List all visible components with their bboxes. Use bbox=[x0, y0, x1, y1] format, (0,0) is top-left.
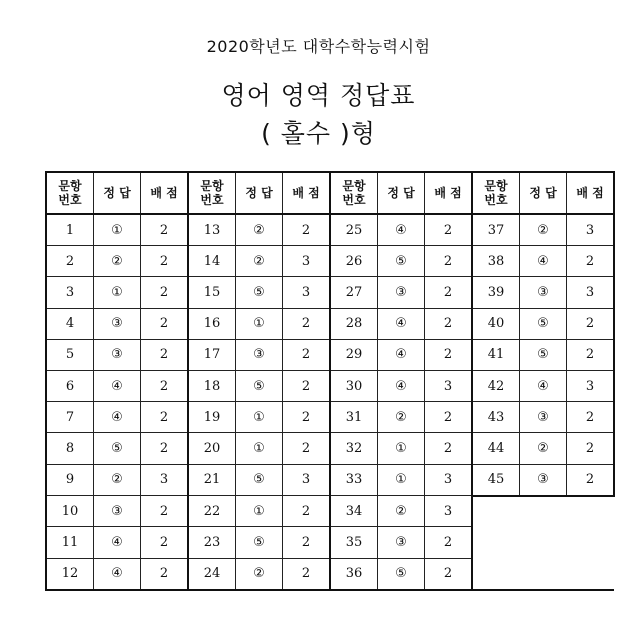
answer-cell: ③ bbox=[378, 277, 425, 308]
question-number-cell: 37 bbox=[472, 214, 520, 246]
score-cell: 2 bbox=[425, 527, 473, 558]
score-cell: 2 bbox=[141, 402, 189, 433]
column-header-score: 배 점 bbox=[283, 172, 331, 214]
question-number-cell: 42 bbox=[472, 370, 520, 401]
answer-cell: ④ bbox=[94, 370, 141, 401]
question-number-cell: 33 bbox=[330, 464, 378, 496]
exam-type-label: ( 홀수 )형 bbox=[261, 119, 376, 148]
score-cell: 2 bbox=[567, 246, 615, 277]
empty-cell bbox=[520, 558, 567, 590]
question-number-cell: 10 bbox=[46, 496, 94, 527]
question-number-cell: 43 bbox=[472, 402, 520, 433]
score-cell: 2 bbox=[141, 246, 189, 277]
answer-cell: ① bbox=[94, 214, 141, 246]
answer-cell: ⑤ bbox=[236, 370, 283, 401]
answer-cell: ② bbox=[94, 246, 141, 277]
score-cell: 3 bbox=[283, 464, 331, 496]
question-number-cell: 13 bbox=[188, 214, 236, 246]
answer-cell: ① bbox=[378, 464, 425, 496]
column-header-score: 배 점 bbox=[425, 172, 473, 214]
question-number-cell: 36 bbox=[330, 558, 378, 590]
question-number-cell: 12 bbox=[46, 558, 94, 590]
question-number-cell: 24 bbox=[188, 558, 236, 590]
header-text: 문항 bbox=[200, 179, 224, 193]
answer-cell: ③ bbox=[236, 339, 283, 370]
answer-cell: ② bbox=[236, 246, 283, 277]
answer-cell: ⑤ bbox=[94, 433, 141, 464]
empty-cell bbox=[567, 558, 615, 590]
question-number-cell: 19 bbox=[188, 402, 236, 433]
answer-cell: ② bbox=[94, 464, 141, 496]
table-header-row bbox=[46, 172, 614, 214]
question-number-cell: 4 bbox=[46, 308, 94, 339]
score-cell: 3 bbox=[567, 277, 615, 308]
score-cell: 2 bbox=[283, 308, 331, 339]
score-cell: 2 bbox=[567, 339, 615, 370]
answer-cell: ① bbox=[236, 433, 283, 464]
table-row bbox=[46, 246, 614, 277]
score-cell: 2 bbox=[283, 339, 331, 370]
answer-cell: ⑤ bbox=[236, 464, 283, 496]
answer-cell: ⑤ bbox=[520, 339, 567, 370]
answer-cell: ③ bbox=[520, 464, 567, 496]
answer-cell: ② bbox=[378, 402, 425, 433]
score-cell: 2 bbox=[567, 308, 615, 339]
answer-cell: ④ bbox=[378, 308, 425, 339]
score-cell: 2 bbox=[425, 433, 473, 464]
empty-cell bbox=[520, 496, 567, 527]
answer-cell: ③ bbox=[520, 402, 567, 433]
score-cell: 2 bbox=[283, 433, 331, 464]
score-cell: 2 bbox=[567, 433, 615, 464]
answer-key-title: 영어 영역 정답표 bbox=[221, 81, 416, 110]
question-number-cell: 23 bbox=[188, 527, 236, 558]
score-cell: 2 bbox=[283, 558, 331, 590]
empty-cell bbox=[567, 496, 615, 527]
table-row bbox=[46, 370, 614, 401]
question-number-cell: 1 bbox=[46, 214, 94, 246]
answer-cell: ⑤ bbox=[378, 246, 425, 277]
question-number-cell: 45 bbox=[472, 464, 520, 496]
question-number-cell: 2 bbox=[46, 246, 94, 277]
question-number-cell: 14 bbox=[188, 246, 236, 277]
score-cell: 2 bbox=[141, 339, 189, 370]
answer-cell: ④ bbox=[520, 370, 567, 401]
score-cell: 2 bbox=[141, 308, 189, 339]
score-cell: 2 bbox=[141, 558, 189, 590]
table-row bbox=[46, 464, 614, 496]
answer-cell: ③ bbox=[378, 527, 425, 558]
score-cell: 3 bbox=[567, 370, 615, 401]
column-header-answer: 정 답 bbox=[236, 172, 283, 214]
answer-cell: ③ bbox=[94, 308, 141, 339]
table-row bbox=[46, 308, 614, 339]
answer-cell: ③ bbox=[94, 496, 141, 527]
question-number-cell: 39 bbox=[472, 277, 520, 308]
score-cell: 2 bbox=[425, 277, 473, 308]
score-cell: 2 bbox=[425, 339, 473, 370]
score-cell: 2 bbox=[141, 433, 189, 464]
score-cell: 2 bbox=[283, 527, 331, 558]
question-number-cell: 27 bbox=[330, 277, 378, 308]
answer-cell: ② bbox=[378, 496, 425, 527]
score-cell: 3 bbox=[425, 496, 473, 527]
score-cell: 2 bbox=[283, 402, 331, 433]
header-text: 문항 bbox=[58, 179, 82, 193]
header-text: 번호 bbox=[200, 193, 224, 207]
table-row bbox=[46, 433, 614, 464]
empty-cell bbox=[472, 496, 520, 527]
empty-cell bbox=[520, 527, 567, 558]
score-cell: 2 bbox=[425, 402, 473, 433]
score-cell: 3 bbox=[283, 277, 331, 308]
score-cell: 3 bbox=[141, 464, 189, 496]
answer-cell: ② bbox=[520, 214, 567, 246]
answer-cell: ④ bbox=[94, 402, 141, 433]
table-row bbox=[46, 277, 614, 308]
score-cell: 2 bbox=[141, 277, 189, 308]
question-number-cell: 30 bbox=[330, 370, 378, 401]
question-number-cell: 18 bbox=[188, 370, 236, 401]
question-number-cell: 16 bbox=[188, 308, 236, 339]
score-cell: 2 bbox=[283, 214, 331, 246]
answer-key-table bbox=[45, 171, 615, 591]
column-header-score: 배 점 bbox=[141, 172, 189, 214]
question-number-cell: 44 bbox=[472, 433, 520, 464]
answer-cell: ② bbox=[520, 433, 567, 464]
score-cell: 2 bbox=[567, 464, 615, 496]
question-number-cell: 38 bbox=[472, 246, 520, 277]
question-number-cell: 40 bbox=[472, 308, 520, 339]
answer-cell: ③ bbox=[520, 277, 567, 308]
score-cell: 3 bbox=[425, 370, 473, 401]
question-number-cell: 28 bbox=[330, 308, 378, 339]
table-row bbox=[46, 339, 614, 370]
column-header-question-number bbox=[330, 172, 378, 214]
column-header-question-number bbox=[188, 172, 236, 214]
score-cell: 3 bbox=[425, 464, 473, 496]
table-row bbox=[46, 527, 614, 558]
question-number-cell: 5 bbox=[46, 339, 94, 370]
table-row bbox=[46, 496, 614, 527]
answer-cell: ① bbox=[378, 433, 425, 464]
answer-cell: ⑤ bbox=[378, 558, 425, 590]
question-number-cell: 8 bbox=[46, 433, 94, 464]
answer-cell: ① bbox=[236, 308, 283, 339]
answer-cell: ① bbox=[94, 277, 141, 308]
header-text: 번호 bbox=[342, 193, 366, 207]
question-number-cell: 32 bbox=[330, 433, 378, 464]
header-text: 문항 bbox=[342, 179, 366, 193]
answer-cell: ② bbox=[236, 214, 283, 246]
column-header-answer: 정 답 bbox=[520, 172, 567, 214]
question-number-cell: 26 bbox=[330, 246, 378, 277]
score-cell: 2 bbox=[425, 246, 473, 277]
answer-cell: ⑤ bbox=[236, 527, 283, 558]
exam-title: 2020학년도 대학수학능력시험 bbox=[206, 37, 431, 56]
answer-cell: ④ bbox=[520, 246, 567, 277]
question-number-cell: 21 bbox=[188, 464, 236, 496]
table-row bbox=[46, 214, 614, 246]
question-number-cell: 9 bbox=[46, 464, 94, 496]
answer-cell: ④ bbox=[378, 339, 425, 370]
question-number-cell: 7 bbox=[46, 402, 94, 433]
answer-cell: ④ bbox=[378, 370, 425, 401]
empty-cell bbox=[567, 527, 615, 558]
question-number-cell: 6 bbox=[46, 370, 94, 401]
question-number-cell: 35 bbox=[330, 527, 378, 558]
table-row bbox=[46, 558, 614, 590]
answer-cell: ③ bbox=[94, 339, 141, 370]
question-number-cell: 29 bbox=[330, 339, 378, 370]
empty-cell bbox=[472, 527, 520, 558]
answer-cell: ② bbox=[236, 558, 283, 590]
header-text: 문항 bbox=[484, 179, 508, 193]
question-number-cell: 15 bbox=[188, 277, 236, 308]
empty-cell bbox=[472, 558, 520, 590]
score-cell: 2 bbox=[141, 370, 189, 401]
answer-cell: ④ bbox=[94, 558, 141, 590]
header-text: 번호 bbox=[484, 193, 508, 207]
column-header-score: 배 점 bbox=[567, 172, 615, 214]
score-cell: 2 bbox=[567, 402, 615, 433]
answer-cell: ① bbox=[236, 402, 283, 433]
score-cell: 3 bbox=[283, 246, 331, 277]
question-number-cell: 11 bbox=[46, 527, 94, 558]
column-header-question-number bbox=[472, 172, 520, 214]
question-number-cell: 41 bbox=[472, 339, 520, 370]
question-number-cell: 20 bbox=[188, 433, 236, 464]
score-cell: 2 bbox=[283, 496, 331, 527]
score-cell: 2 bbox=[141, 214, 189, 246]
score-cell: 2 bbox=[283, 370, 331, 401]
score-cell: 3 bbox=[567, 214, 615, 246]
question-number-cell: 25 bbox=[330, 214, 378, 246]
score-cell: 2 bbox=[141, 527, 189, 558]
score-cell: 2 bbox=[425, 214, 473, 246]
header-text: 번호 bbox=[58, 193, 82, 207]
score-cell: 2 bbox=[425, 558, 473, 590]
question-number-cell: 34 bbox=[330, 496, 378, 527]
question-number-cell: 22 bbox=[188, 496, 236, 527]
answer-cell: ① bbox=[236, 496, 283, 527]
answer-cell: ④ bbox=[378, 214, 425, 246]
answer-cell: ④ bbox=[94, 527, 141, 558]
column-header-answer: 정 답 bbox=[94, 172, 141, 214]
answer-cell: ⑤ bbox=[520, 308, 567, 339]
question-number-cell: 17 bbox=[188, 339, 236, 370]
score-cell: 2 bbox=[141, 496, 189, 527]
question-number-cell: 3 bbox=[46, 277, 94, 308]
column-header-answer: 정 답 bbox=[378, 172, 425, 214]
answer-cell: ⑤ bbox=[236, 277, 283, 308]
column-header-question-number bbox=[46, 172, 94, 214]
question-number-cell: 31 bbox=[330, 402, 378, 433]
table-row bbox=[46, 402, 614, 433]
score-cell: 2 bbox=[425, 308, 473, 339]
